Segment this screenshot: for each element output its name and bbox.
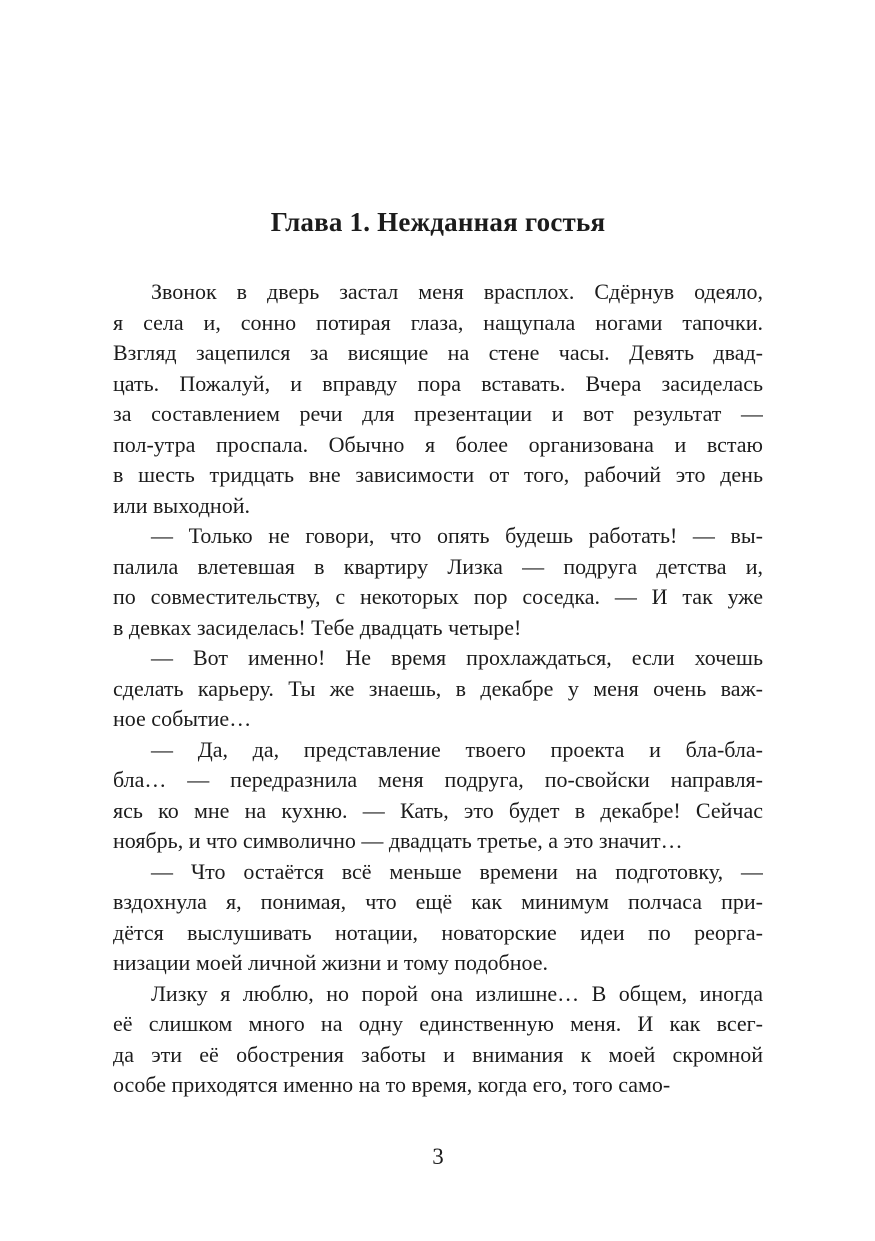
text-line: её слишком много на одну единственную меня. И как всег- [113, 1011, 763, 1036]
text-line: ясь ко мне на кухню. — Кать, это будет в декабре! Сейчас [113, 797, 763, 823]
text-line: палила влетевшая в квартиру Лизка — подруга детства и, [113, 553, 763, 579]
paragraph [113, 857, 763, 979]
text-line: пол-утра проспала. Обычно я более организована и встаю [113, 431, 763, 457]
text-line: я села и, сонно потирая глаза, нащупала ногами тапочки. [113, 309, 763, 335]
paragraph [113, 521, 763, 643]
text-line: дётся выслушивать нотации, новаторские идеи по реорга- [113, 919, 763, 945]
page-number: 3 [432, 1144, 444, 1169]
text-line: ное событие… [113, 706, 252, 731]
text-line: ноябрь, и что символично — двадцать третье, а это значит… [113, 828, 683, 853]
paragraph [113, 643, 763, 735]
paragraph [113, 277, 763, 521]
text-line: бла… — передразнила меня подруга, по-свойски направля- [113, 767, 763, 792]
paragraph [113, 735, 763, 857]
text-line: по совместительству, с некоторых пор соседка. — И так уже [113, 584, 763, 609]
text-line: вздохнула я, понимая, что ещё как минимум полчаса при- [113, 889, 763, 914]
body-text [113, 277, 763, 1101]
text-line: — Да, да, представление твоего проекта и бла-бла- [151, 736, 763, 762]
text-line: в девках засиделась! Тебе двадцать четыре! [113, 614, 522, 640]
text-line: да эти её обострения заботы и внимания к моей скромной [113, 1041, 763, 1067]
text-line: особе приходятся именно на то время, когда его, того само- [113, 1072, 671, 1097]
text-line: Звонок в дверь застал меня врасплох. Сдёрнув одеяло, [151, 279, 763, 304]
text-line: — Только не говори, что опять будешь работать! — вы- [151, 523, 763, 548]
text-line: цать. Пожалуй, и вправду пора вставать. Вчера засиделась [113, 370, 763, 396]
text-line: сделать карьеру. Ты же знаешь, в декабре у меня очень важ- [113, 675, 763, 701]
paragraph [113, 979, 763, 1101]
text-line: или выходной. [113, 492, 250, 518]
text-line: за составлением речи для презентации и вот результат — [113, 401, 763, 426]
text-line: низации моей личной жизни и тому подобное. [113, 950, 549, 975]
text-line: в шесть тридцать вне зависимости от того, рабочий это день [113, 462, 763, 487]
chapter-title: Глава 1. Нежданная гостья [270, 207, 606, 237]
text-line: — Что остаётся всё меньше времени на подготовку, — [151, 858, 763, 884]
text-line: Лизку я люблю, но порой она излишне… В общем, иногда [151, 980, 763, 1006]
text-line: — Вот именно! Не время прохлаждаться, если хочешь [151, 645, 763, 670]
text-line: Взгляд зацепился за висящие на стене часы. Девять двад- [113, 340, 763, 365]
